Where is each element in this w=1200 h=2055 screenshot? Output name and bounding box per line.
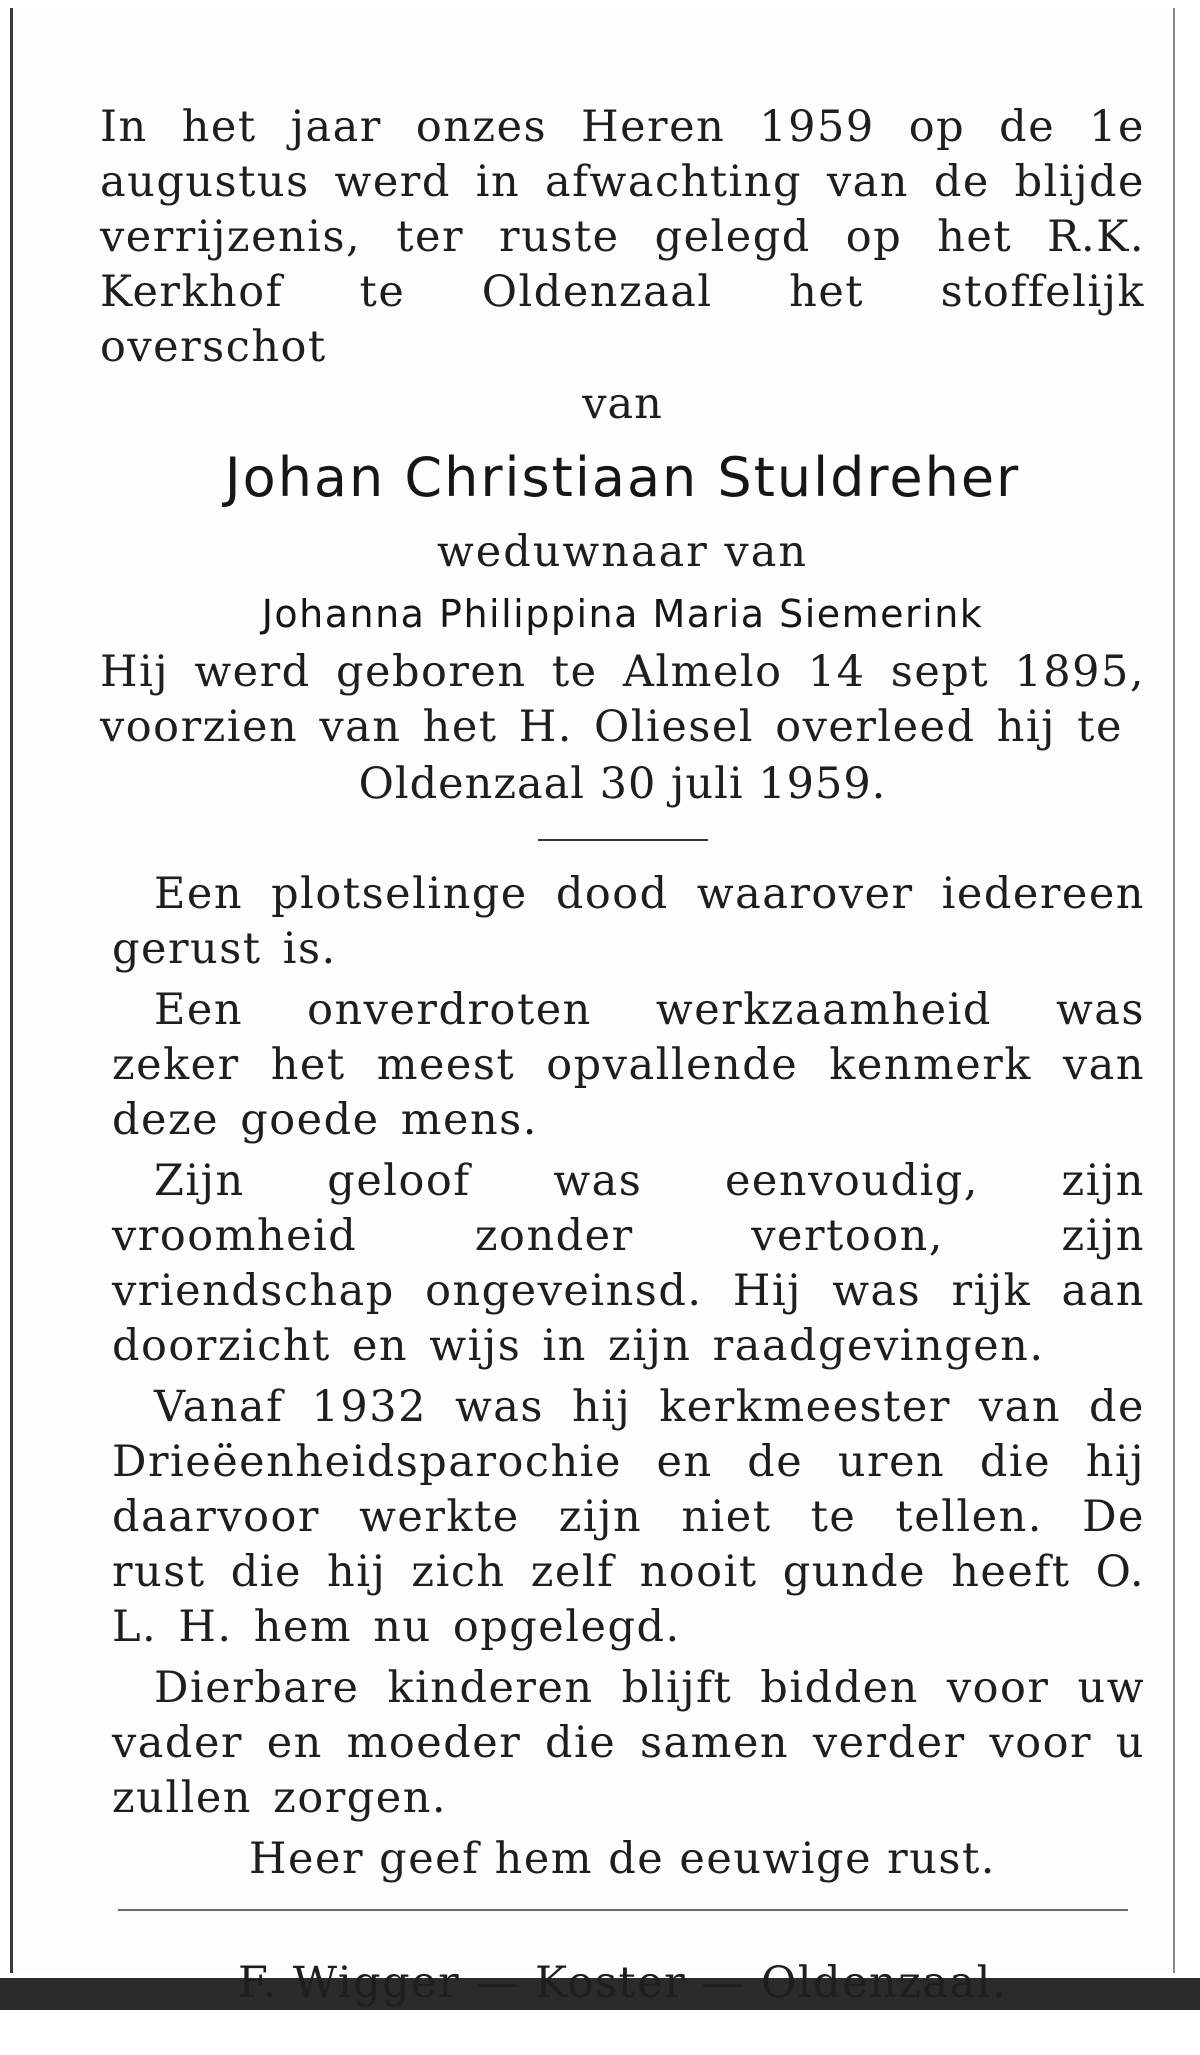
deceased-name: Johan Christiaan Stuldreher: [224, 446, 1021, 509]
eulogy-paragraph-1: Een plotselinge dood waarover iedereen gerust is.: [112, 869, 1145, 974]
death-place-date: Oldenzaal 30 juli 1959.: [358, 759, 887, 809]
closing-prayer: Heer geef hem de eeuwige rust.: [249, 1834, 996, 1884]
widower-of-label: weduwnaar van: [436, 527, 809, 577]
eulogy-text: [100, 867, 1145, 1826]
eulogy-paragraph-5: Dierbare kinderen blijft bidden voor uw vader en moeder die samen verder voor u zullen zorgen.: [112, 1663, 1145, 1823]
intro-paragraph: In het jaar onzes Heren 1959 op de 1e augustus werd in afwachting van de blijde verrijzenis, ter ruste gelegd op het R.K. Kerkhof te Oldenzaal het stoffelijk overschot: [100, 102, 1145, 372]
printer-credit: F. Wigger — Koster — Oldenzaal.: [237, 1958, 1008, 2008]
birth-death-text: Hij werd geboren te Almelo 14 sept 1895, voorzien van het H. Oliesel overleed hij te: [100, 647, 1145, 752]
card-content: [100, 100, 1145, 2055]
eulogy-paragraph-4: Vanaf 1932 was hij kerkmeester van de Drieëenheidsparochie en de uren die hij daarvoor werkte zijn niet te tellen. De rust die hij zich zelf nooit gunde heeft O. L. H. hem nu opgelegd.: [112, 1382, 1145, 1652]
section-divider: [538, 839, 708, 841]
eulogy-paragraph-3: Zijn geloof was eenvoudig, zijn vroomheid zonder vertoon, zijn vriendschap ongeveinsd. Hij was rijk aan doorzicht en wijs in zijn raadgevingen.: [112, 1156, 1145, 1371]
intro-van: van: [582, 379, 663, 429]
eulogy-paragraph-2: Een onverdroten werkzaamheid was zeker het meest opvallende kenmerk van deze goede mens.: [112, 985, 1145, 1145]
spouse-name: Johanna Philippina Maria Siemerink: [261, 592, 984, 636]
footer-divider: [118, 1909, 1128, 1911]
